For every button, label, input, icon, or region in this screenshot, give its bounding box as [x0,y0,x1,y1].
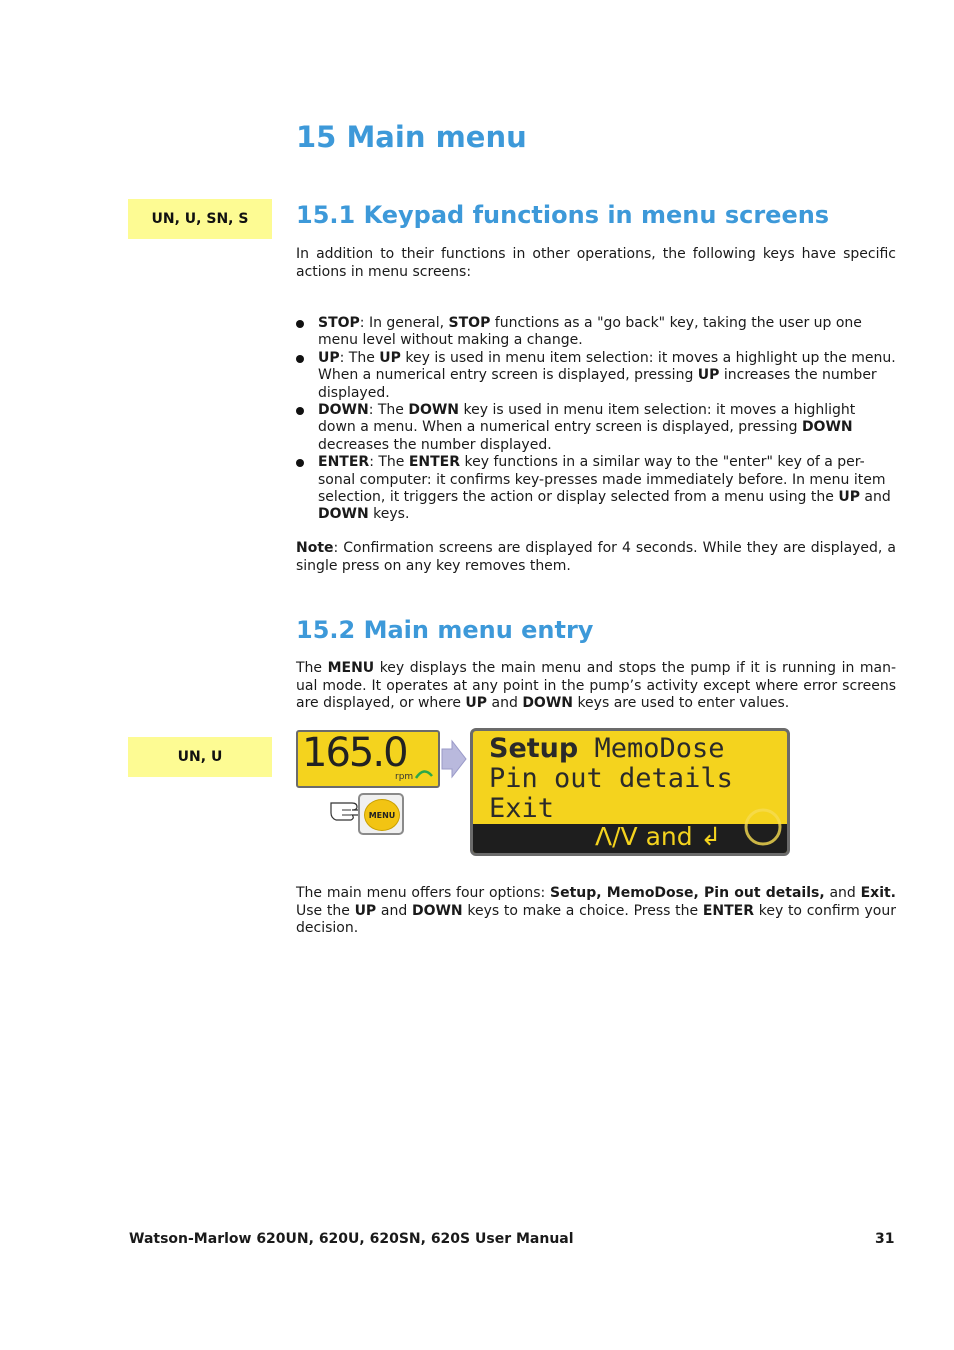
bullet-icon [296,355,304,363]
section-1-intro: In addition to their functions in other operations, the following keys have specific actions in menu screens: [296,246,896,280]
menu-key-label: MENU [364,799,400,831]
menu-hint-bar [473,824,787,853]
note-paragraph: Note: Confirmation screens are displayed for 4 seconds. While they are displayed, a single press on any key removes them. [296,540,896,574]
bullet-icon [296,459,304,467]
bullet-icon [296,320,304,328]
model-tag-section-2: UN, U [128,737,272,777]
list-item: STOP: In general, STOP functions as a "go back" key, taking the user up one menu level without making a change. [296,315,896,350]
main-menu-display [470,728,790,856]
list-item: UP: The UP key is used in menu item selection: it moves a highlight up the menu. When a numerical entry screen is displayed, pressing UP increases the number displayed. [296,350,896,402]
arrow-right-icon [440,739,468,779]
menu-line-2: Pin out details [489,763,733,794]
footer-manual-title: Watson-Marlow 620UN, 620U, 620SN, 620S User Manual [129,1231,574,1247]
rotation-arrow-icon [414,766,434,780]
section-1-heading: 15.1 Keypad functions in menu screens [296,201,830,229]
list-item: ENTER: The ENTER key functions in a similar way to the "enter" key of a per-sonal computer: it confirms key-presses made immediately before. In menu item selection, it triggers the action or display selected from a menu using the UP and DOWN keys. [296,454,896,524]
section-2-options: The main menu offers four options: Setup, MemoDose, Pin out details, and Exit. Use the UP and DOWN keys to make a choice. Press the ENTER key to confirm your decision. [296,885,896,936]
page-title: 15 Main menu [296,120,527,154]
menu-line-1: Setup MemoDose [489,733,725,764]
menu-hint-text: Λ/V and ↲ [595,822,722,851]
main-menu-figure [294,727,790,855]
menu-key [358,793,404,835]
model-tag-section-1: UN, U, SN, S [128,199,272,239]
speed-unit: rpm [395,772,414,782]
page-number: 31 [875,1231,895,1247]
speed-display [296,730,440,788]
bullet-icon [296,407,304,415]
speed-value: 165.0 [302,730,407,776]
corner-glow-icon [741,805,785,849]
list-item: DOWN: The DOWN key is used in menu item selection: it moves a highlight down a menu. When a numerical entry screen is displayed, pressing DOWN decreases the number displayed. [296,402,896,454]
key-list [296,315,896,524]
section-2-heading: 15.2 Main menu entry [296,616,594,644]
section-2-intro: The MENU key displays the main menu and stops the pump if it is running in man-ual mode. It operates at any point in the pump’s activity except where error screens are displayed, or where UP and DOWN keys are used to enter values. [296,660,896,711]
menu-line-3: Exit [489,793,555,824]
